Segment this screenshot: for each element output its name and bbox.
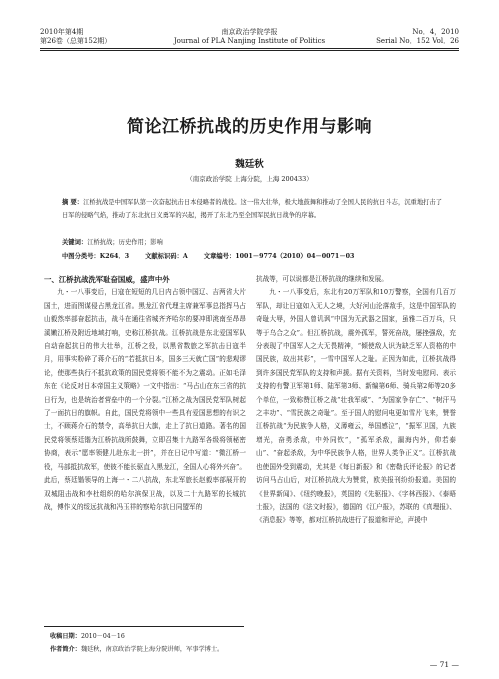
keywords xyxy=(62,237,442,246)
abstract xyxy=(62,196,442,222)
classification-line xyxy=(62,251,442,260)
author-bio xyxy=(50,644,223,653)
keywords-label: 关键词： xyxy=(62,239,88,246)
keywords-value: 江桥抗战；历史作用；影响 xyxy=(87,239,163,246)
received-date xyxy=(50,631,125,640)
article-author: 魏廷秋 xyxy=(235,159,264,170)
page-number: — 71 — xyxy=(429,660,459,669)
header-rule-thick xyxy=(40,48,459,49)
journal-name-cn: 南京政治学院学报 xyxy=(221,28,278,36)
abstract-text: 江桥抗战是中国军队第一次奋起抗击日本侵略者的战役。这一伟大壮举，极大地鼓舞和推动了全国人民的抗日斗志，沉重地打击了日军的侵略气焰，推动了东北抗日义勇军的兴起，揭开了东北乃至全国军民抗日战争的序幕。 xyxy=(62,199,443,219)
class-label: 中图分类号： xyxy=(62,253,100,260)
section-heading: 一、江桥抗战洗军耻奋国威，盛声中外 xyxy=(44,275,170,284)
body-column-left xyxy=(44,273,246,514)
number-line: No．4，2010 xyxy=(412,28,459,36)
doc-code-label: 文献标识码： xyxy=(145,253,183,260)
article-id-label: 文章编号： xyxy=(203,253,236,260)
header-rule-thin xyxy=(40,50,459,51)
article-title: 简论江桥抗战的历史作用与影响 xyxy=(127,117,372,137)
body-paragraph: 九・一八事变后，日寇在短短的几日内占领中国辽、吉两省大片国土，进而图谋侵占黑龙江省。黑龙江省代理主席兼军事总指挥马占山毅然率部奋起抗击，战斗在通往省城齐齐哈尔的要冲即洮南至昂昂溪嫩江桥及附近地域打响，史称江桥抗战。江桥抗战是东北爱国军队自动奋起抗日的伟大壮举，江桥之役，以黑省数旅之军抗击日寇半月，用事实粉碎了蒋介石的“若抵抗日本，国多三天就亡国”的悲观谬论，使那些执行不抵抗政策的国民党将领不能不为之震动。正如毛泽东在《论反对日本帝国主义策略》一文中指出：“马占山在东三省的抗日行为，也是统治者营垒中的一个分裂。”江桥之战为国民党军队树起了一面抗日的旗帜。自此，国民党将领中一些具有爱国思想的有识之士，不顾蒋介石的禁令，高举抗日大旗，走上了抗日道路。著名的国民党将领蔡廷锴为江桥抗战所鼓舞，立即召集十九路军各级将领秘密协商，表示“愿率领健儿赴东北一拼”，并在日记中写道：“微江桥一役，马部抵抗敌军，使彼不能长驱直入黑龙江，全国人心将外兴奋”。此后，蔡廷锴领导的上海一・二八抗战，东北军旅长赵毅率部展开的双城阻击战和李杜组织的哈尔滨保卫战，以及二十九路军的长城抗战，傅作义的绥远抗战和冯玉祥的察哈尔抗日同盟军的 xyxy=(44,288,246,511)
article-id-value: 1001－9774（2010）04－0071－03 xyxy=(235,253,355,260)
received-label: 收稿日期： xyxy=(50,633,81,640)
body-paragraph-continued: 抗战等，可以说都是江桥抗战的继续和发展。 xyxy=(256,275,388,283)
class-value: K264．3 xyxy=(99,253,130,260)
journal-name-en: Journal of PLA Nanjing Institute of Politics xyxy=(173,37,326,45)
journal-serial-info xyxy=(376,28,459,46)
volume-line: 第26卷（总第152期） xyxy=(40,37,112,45)
issue-line: 2010年第4期 xyxy=(40,28,84,36)
body-paragraph: 九・一八事变后，东北有20万军队和10万警察，全国有几百万军队，却让日寇如入无人之境，大好河山沦落敌手，这是中国军队的奇耻大辱，外国人曾讥讽“中国为无武器之国家，虽雅二百万兵，只等于乌合之众”。但江桥抗战，震外孤军，誓死奋战，屡挫强敌，充分表现了中国军人之大无畏精神，“倾使敌人识为缺乏军人资格的中国民族，故出其彩”，一雪中国军人之耻。正因为如此，江桥抗战得到许多国民党军队的支持和声援。据有关资料，当时发电慰问、表示支持的有警卫军第1师、陆军第3师、新编第6师、骑兵第2师等20多个单位，一致称赞江桥之战“壮我军威”、“为国家争存亡”、“树汗马之丰功”、“雪民族之奇耻”。至于国人的慰问电更如雪片飞来，赞誉江桥抗战“为民族争人格，义薄雍云，举国感泣”，“振军卫国，九族增光，奋勇杀敌，中外同钦”，“孤军杀敌，漏海内外，仰若泰山”、“奋起杀敌，为中华民族争人格，世界人类争正义”。江桥抗战也使国外受到震动，尤其是《每日新报》和《密勒氏评论报》的记者访问马占山后，对江桥抗战大为赞赏，欧美报刊纷纷报道。美国的《世界新闻》、《纽约晚报》，英国的《先驱报》、《字林西报》、《泰晤士报》，法国的《法文时报》，德国的《江户报》，苏联的《真理报》、《消息报》等等，都对江桥抗战进行了报道和评论，声援中 xyxy=(256,288,456,525)
author-bio-value: 魏廷秋，南京政治学院上海分院讲师，军事学博士。 xyxy=(80,646,224,653)
author-affiliation: （南京政治学院 上海分院，上海 200433） xyxy=(186,175,313,183)
doc-code-value: A xyxy=(182,253,188,260)
footnote-rule xyxy=(44,626,244,627)
author-bio-label: 作者简介： xyxy=(50,646,81,653)
body-column-right xyxy=(256,273,456,528)
serial-line: Serial No．152 Vol．26 xyxy=(376,37,459,45)
received-value: 2010－04－16 xyxy=(80,633,125,640)
abstract-label: 摘 要： xyxy=(62,199,84,206)
